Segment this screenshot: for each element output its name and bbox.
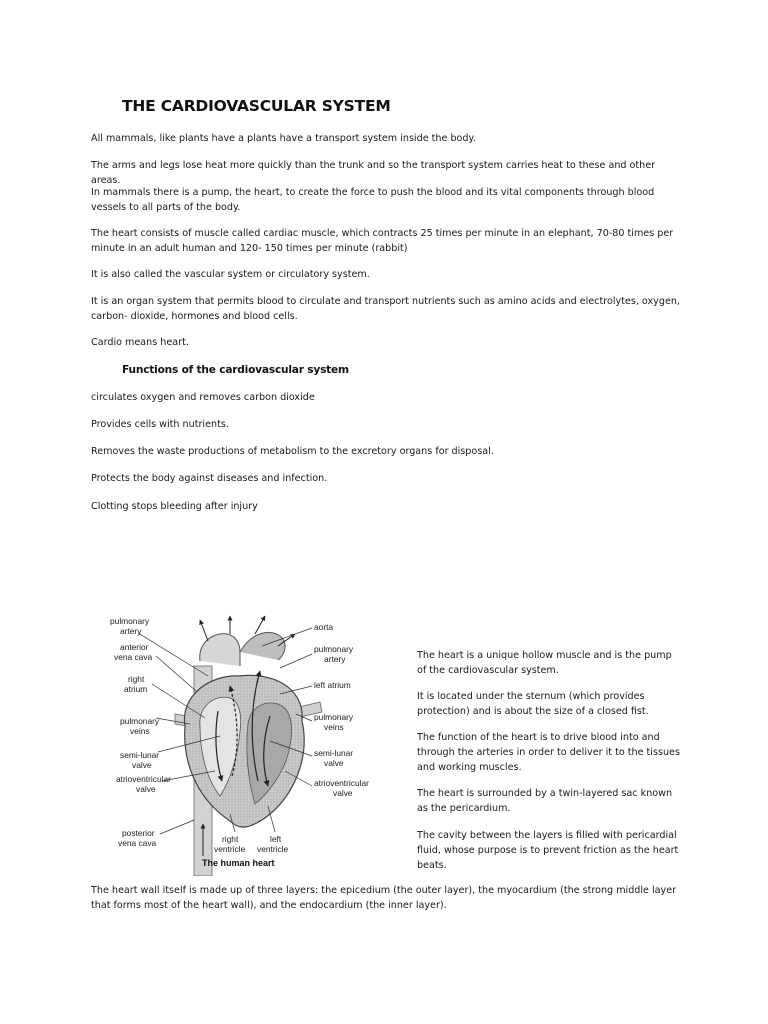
label-pulmonary-veins-left: pulmonary veins — [120, 716, 160, 736]
side-paragraph: The function of the heart is to drive blood into and through the arteries in order to deliver it to the tissues and working muscles. — [417, 732, 680, 773]
paragraph-intro: All mammals, like plants have a plants have a transport system inside the body. — [91, 133, 476, 144]
heart-diagram — [90, 606, 400, 876]
side-paragraph: It is located under the sternum (which provides protection) and is about the size of a closed fist. — [417, 691, 649, 717]
function-item: Provides cells with nutrients. — [91, 419, 229, 430]
paragraph-vascular: It is also called the vascular system or circulatory system. — [91, 269, 370, 280]
paragraph-pump: In mammals there is a pump, the heart, to create the force to push the blood and its vital components through blood vessels to all parts of the body. — [91, 187, 655, 213]
label-posterior-vena-cava: posterior vena cava — [118, 828, 157, 848]
functions-heading: Functions of the cardiovascular system — [122, 364, 349, 376]
label-pulmonary-artery-left: pulmonary artery — [110, 616, 150, 636]
label-right-atrium: right atrium — [124, 674, 148, 694]
side-paragraph: The cavity between the layers is filled with pericardial fluid, whose purpose is to prevent friction as the heart beats. — [417, 830, 679, 871]
figure-caption: The human heart — [202, 858, 275, 868]
label-left-atrium: left atrium — [314, 680, 351, 690]
function-item: circulates oxygen and removes carbon dioxide — [91, 392, 315, 403]
side-paragraph: The heart is surrounded by a twin-layered sac known as the pericardium. — [417, 788, 673, 814]
label-atrioventricular-valve-right: atrioventricular valve — [314, 778, 369, 798]
label-semilunar-valve-left: semi-lunar valve — [120, 750, 160, 770]
heart-illustration — [90, 606, 400, 876]
label-pulmonary-veins-right: pulmonary veins — [314, 712, 354, 732]
paragraph-cardio: Cardio means heart. — [91, 337, 189, 348]
label-left-ventricle: left ventricle — [257, 834, 289, 854]
side-paragraph: The heart is a unique hollow muscle and is the pump of the cardiovascular system. — [417, 650, 672, 676]
paragraph-heart-wall: The heart wall itself is made up of three layers: the epicedium (the outer layer), the myocardium (the strong middle layer that forms most of the heart wall), and the endocardium (the inner layer). — [91, 885, 677, 911]
function-item: Protects the body against diseases and infection. — [91, 473, 328, 484]
paragraph-organ-system: It is an organ system that permits blood to circulate and transport nutrients such as amino acids and electrolytes, oxygen, carbon- dioxide, hormones and blood cells. — [91, 296, 680, 322]
label-pulmonary-artery-right: pulmonary artery — [314, 644, 354, 664]
label-semilunar-valve-right: semi-lunar valve — [314, 748, 354, 768]
page-title: THE CARDIOVASCULAR SYSTEM — [122, 97, 391, 115]
label-aorta: aorta — [314, 622, 334, 632]
label-anterior-vena-cava: anterior vena cava — [114, 642, 153, 662]
paragraph-heat: The arms and legs lose heat more quickly than the trunk and so the transport system carries heat to these and other areas. — [91, 160, 656, 186]
label-atrioventricular-valve-left: atrioventricular valve — [116, 774, 171, 794]
function-item: Removes the waste productions of metabolism to the excretory organs for disposal. — [91, 446, 494, 457]
function-item: Clotting stops bleeding after injury — [91, 501, 258, 512]
paragraph-cardiac-muscle: The heart consists of muscle called cardiac muscle, which contracts 25 times per minute in an elephant, 70-80 times per minute in an adult human and 120- 150 times per minute (rabbit) — [91, 228, 674, 254]
label-right-ventricle: right ventricle — [214, 834, 246, 854]
